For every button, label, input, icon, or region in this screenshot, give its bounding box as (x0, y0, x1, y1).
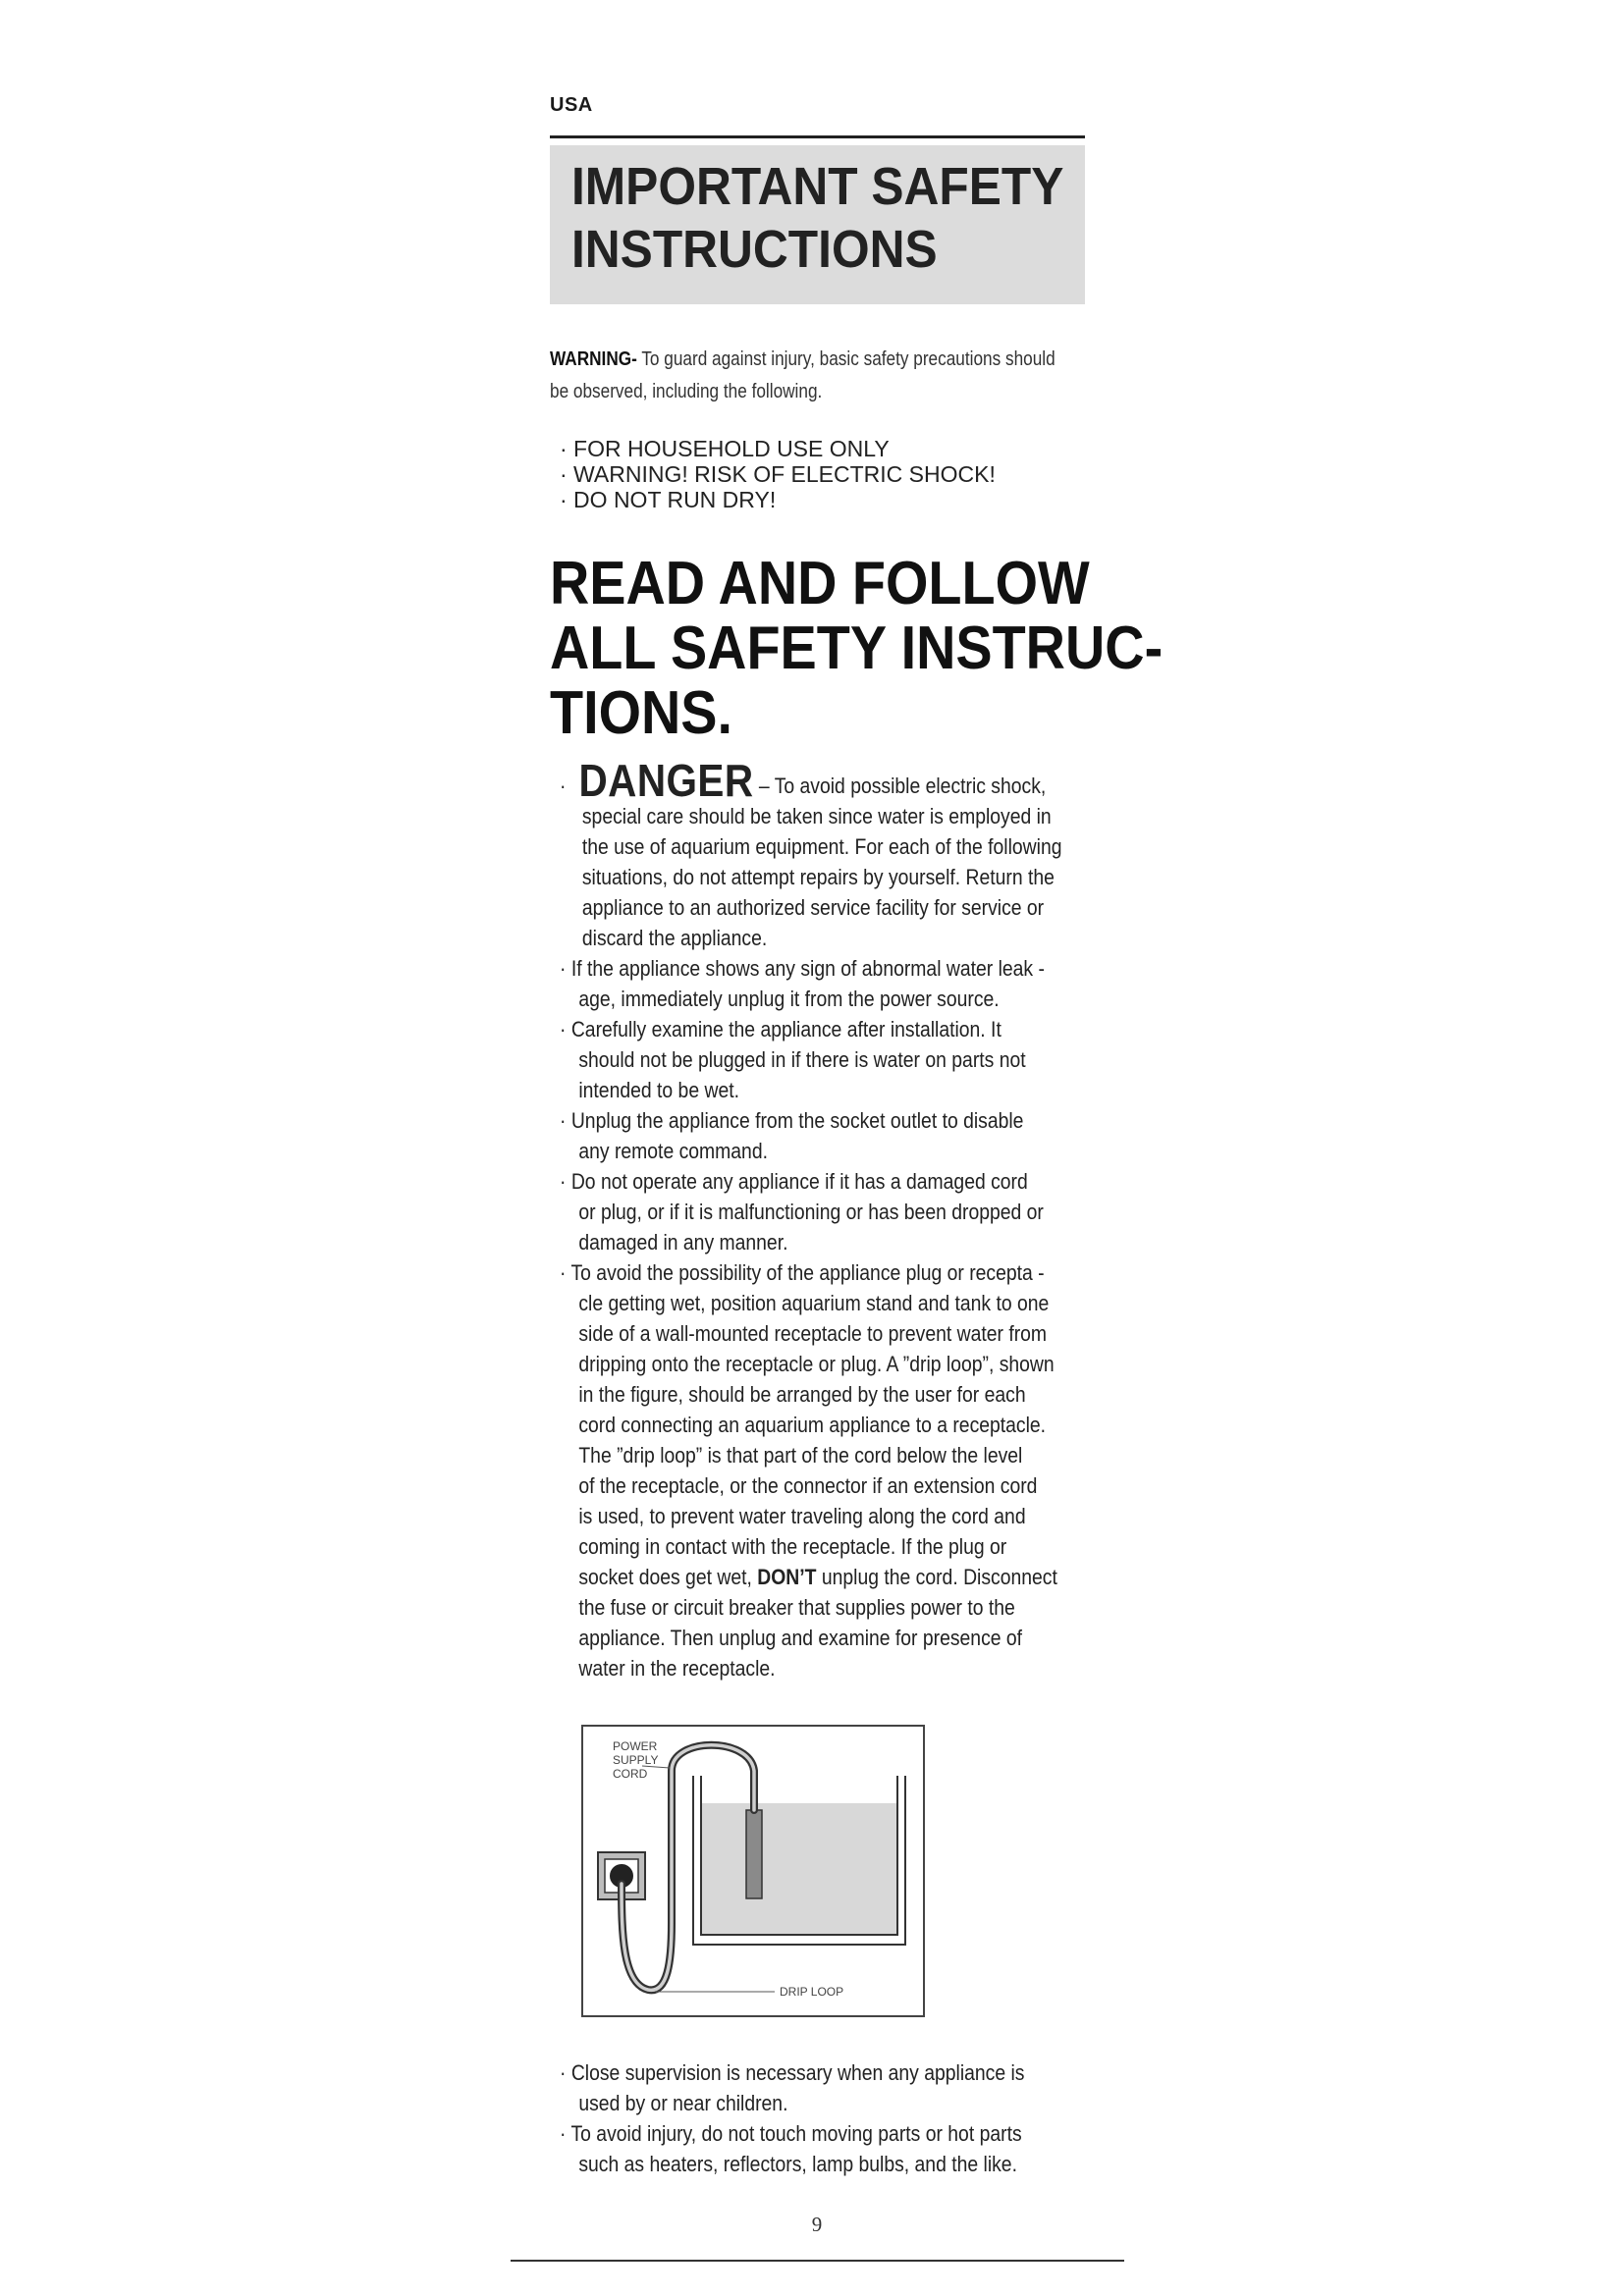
drip-loop-figure (581, 1725, 925, 2017)
danger-section (560, 755, 1078, 1683)
item-examine-1: · Carefully examine the appliance after installation. It (560, 1017, 1001, 1041)
item-drip-4: dripping onto the receptacle or plug. A ”drip loop”, shown (578, 1352, 1055, 1376)
title-line-1: IMPORTANT SAFETY (571, 157, 1064, 216)
item-leak-2: age, immediately unplug it from the power source. (578, 987, 1000, 1011)
item-drip-3: side of a wall-mounted receptacle to prevent water from (578, 1321, 1048, 1346)
item-drip-9: is used, to prevent water traveling along the cord and (578, 1504, 1026, 1528)
item-drip-12: the fuse or circuit breaker that supplies power to the (578, 1595, 1015, 1620)
bottom-divider (511, 2260, 1124, 2262)
item-supervision-2: used by or near children. (578, 2091, 788, 2115)
danger-line: special care should be taken since water is employed in (581, 804, 1052, 828)
item-moving-parts-2: such as heaters, reflectors, lamp bulbs, and the like. (578, 2152, 1017, 2176)
tank-water (701, 1803, 897, 1935)
heading-line-1: READ AND FOLLOW (550, 550, 1090, 617)
warning-label: WARNING- (550, 348, 637, 370)
danger-line: discard the appliance. (581, 926, 768, 950)
item-drip-10: coming in contact with the receptacle. If the plug or (578, 1534, 1007, 1559)
item-drip-2: cle getting wet, position aquarium stand and tank to one (578, 1291, 1050, 1315)
heading-line-3: TIONS. (550, 679, 733, 747)
warning-text-2: be observed, including the following. (550, 381, 823, 402)
item-unplug-2: any remote command. (578, 1139, 768, 1163)
item-unplug-1: · Unplug the appliance from the socket outlet to disable (560, 1108, 1024, 1133)
danger-bullet: · (560, 774, 567, 798)
item-drip-7: The ”drip loop” is that part of the cord below the level (578, 1443, 1023, 1468)
danger-lead: – To avoid possible electric shock, (753, 774, 1047, 798)
item-supervision-1: · Close supervision is necessary when any appliance is (560, 2060, 1025, 2085)
title-line-2: INSTRUCTIONS (571, 220, 938, 279)
item-moving-parts-1: · To avoid injury, do not touch moving parts or hot parts (560, 2121, 1022, 2146)
item-drip-5: in the figure, should be arranged by the user for each (578, 1382, 1026, 1407)
warning-paragraph (550, 344, 1085, 408)
item-examine-3: intended to be wet. (578, 1078, 739, 1102)
aquarium-heater (746, 1810, 762, 1898)
label-cord: CORD (613, 1767, 648, 1781)
item-examine-2: should not be plugged in if there is water on parts not (578, 1047, 1026, 1072)
item-drip-1: · To avoid the possibility of the appliance plug or recepta - (560, 1260, 1045, 1285)
danger-word: DANGER (578, 755, 754, 806)
read-follow-heading (550, 550, 1164, 747)
additional-items (560, 2057, 1078, 2179)
warning-text-1: To guard against injury, basic safety precautions should (636, 348, 1056, 370)
item-leak-1: · If the appliance shows any sign of abnormal water leak - (560, 956, 1045, 981)
label-drip-loop: DRIP LOOP (780, 1985, 844, 1999)
item-drip-11: socket does get wet, DON’T unplug the cord. Disconnect (578, 1565, 1057, 1589)
notice-item: · FOR HOUSEHOLD USE ONLY (560, 436, 890, 461)
page-number: 9 (811, 2213, 823, 2236)
label-power: POWER (613, 1739, 658, 1753)
danger-line: appliance to an authorized service facility for service or (581, 895, 1045, 920)
notice-item: · DO NOT RUN DRY! (560, 487, 777, 512)
label-supply: SUPPLY (613, 1753, 659, 1767)
danger-line: situations, do not attempt repairs by yourself. Return the (581, 865, 1055, 889)
drip-loop-diagram (583, 1727, 923, 2015)
region-label: USA (550, 94, 593, 116)
household-notices (560, 436, 1011, 512)
item-drip-14: water in the receptacle. (578, 1656, 776, 1681)
heading-line-2: ALL SAFETY INSTRUC- (550, 614, 1164, 682)
item-drip-13: appliance. Then unplug and examine for presence of (578, 1626, 1023, 1650)
item-damaged-2: or plug, or if it is malfunctioning or has been dropped or (578, 1200, 1044, 1224)
top-divider (550, 135, 1085, 138)
item-damaged-1: · Do not operate any appliance if it has a damaged cord (560, 1169, 1028, 1194)
title-banner (550, 145, 1085, 304)
dont-emphasis: DON’T (757, 1565, 817, 1589)
item-damaged-3: damaged in any manner. (578, 1230, 788, 1255)
danger-line: the use of aquarium equipment. For each of the following (581, 834, 1062, 859)
item-drip-6: cord connecting an aquarium appliance to a receptacle. (578, 1413, 1047, 1437)
notice-item: · WARNING! RISK OF ELECTRIC SHOCK! (560, 461, 996, 487)
item-drip-8: of the receptacle, or the connector if an extension cord (578, 1473, 1038, 1498)
